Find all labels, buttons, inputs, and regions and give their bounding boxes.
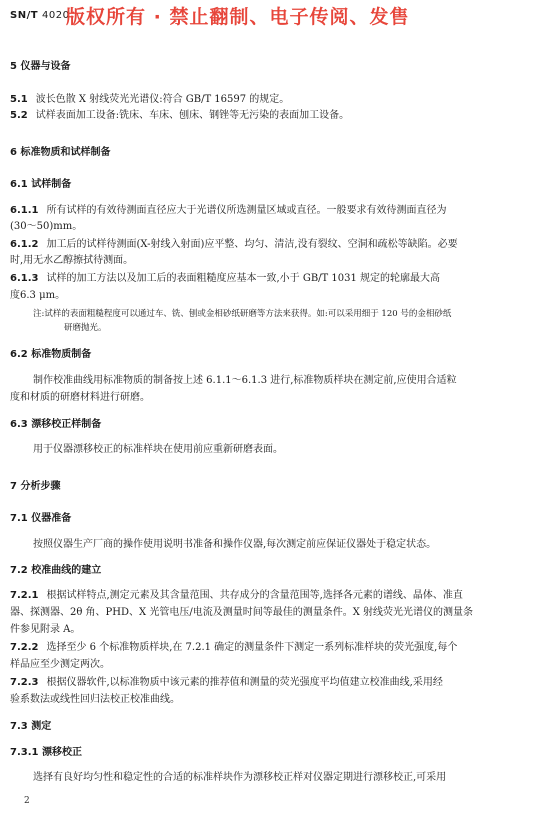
paragraph-6-1-3-cont: 度6.3 μm。 — [10, 290, 66, 301]
section-7-3-heading: 7.3 测定 — [10, 721, 52, 732]
section-7-1-heading: 7.1 仪器准备 — [10, 513, 72, 524]
section-7-2-heading: 7.2 校准曲线的建立 — [10, 565, 102, 576]
standard-number: 4020 — [42, 10, 70, 21]
paragraph-6-1-3: 6.1.3 试样的加工方法以及加工后的表面粗糙度应基本一致,小于 GB/T 1031 规定的轮廓最大高 — [10, 273, 441, 284]
paragraph-6-3: 用于仪器漂移校正的标准样块在使用前应重新研磨表面。 — [33, 444, 283, 455]
paragraph-7-1: 按照仪器生产厂商的操作使用说明书准备和操作仪器,每次测定前应保证仪器处于稳定状态。 — [33, 539, 437, 550]
paragraph-6-1-2: 6.1.2 加工后的试样待测面(X-射线入射面)应平整、均匀、清洁,没有裂纹、空洞和疏松等缺陷。必要 — [10, 239, 458, 250]
paragraph-7-2-1-cont-1: 器、探测器、2θ 角、PHD、X 光管电压/电流及测量时间等最佳的测量条件。X 射线荧光光谱仪的测量条 — [10, 607, 473, 618]
section-6-2-heading: 6.2 标准物质制备 — [10, 349, 92, 360]
paragraph-5-2: 5.2 试样表面加工设备:铣床、车床、刨床、钢锉等无污染的表面加工设备。 — [10, 110, 350, 121]
section-6-3-heading: 6.3 漂移校正样制备 — [10, 419, 102, 430]
section-6-1-heading: 6.1 试样制备 — [10, 179, 72, 190]
paragraph-6-2-cont: 度和材质的研磨材料进行研磨。 — [10, 392, 150, 403]
copyright-watermark: 版权所有 · 禁止翻制、电子传阅、发售 — [66, 6, 410, 28]
paragraph-6-2: 制作校准曲线用标准物质的制备按上述 6.1.1～6.1.3 进行,标准物质样块在测定前,应使用合适粒 — [33, 375, 457, 386]
page-number: 2 — [24, 796, 30, 806]
section-6-heading: 6 标准物质和试样制备 — [10, 147, 111, 158]
paragraph-7-2-2-cont: 样品应至少测定两次。 — [10, 659, 110, 670]
paragraph-7-2-3-cont: 验系数法或线性回归法校正校准曲线。 — [10, 694, 180, 705]
note-line-1: 注:试样的表面粗糙程度可以通过车、铣、刨或金相砂纸研磨等方法来获得。如:可以采用细于 120 号的金相砂纸 — [33, 309, 452, 319]
paragraph-5-1: 5.1 波长色散 X 射线荧光光谱仪:符合 GB/T 16597 的规定。 — [10, 94, 290, 105]
section-5-heading: 5 仪器与设备 — [10, 61, 71, 72]
section-7-3-1-heading: 7.3.1 漂移校正 — [10, 747, 82, 758]
paragraph-6-1-2-cont: 时,用无水乙醇擦拭待测面。 — [10, 255, 134, 266]
paragraph-7-2-1: 7.2.1 根据试样特点,测定元素及其含量范围、共存成分的含量范围等,选择各元素的谱线、晶体、准直 — [10, 590, 463, 601]
paragraph-7-2-3: 7.2.3 根据仪器软件,以标准物质中该元素的推荐值和测量的荧光强度平均值建立校准曲线,采用经 — [10, 677, 443, 688]
paragraph-7-2-2: 7.2.2 选择至少 6 个标准物质样块,在 7.2.1 确定的测量条件下测定一系列标准样块的荧光强度,每个 — [10, 642, 458, 653]
page-header — [10, 10, 70, 21]
note-line-2: 研磨抛光。 — [64, 323, 107, 333]
paragraph-6-1-1: 6.1.1 所有试样的有效待测面直径应大于光谱仪所选测量区域或直径。一般要求有效待测面直径为 — [10, 205, 447, 216]
standard-code: SN/T — [10, 10, 39, 21]
paragraph-6-1-1-cont: (30～50)mm。 — [10, 221, 83, 232]
paragraph-7-3-1: 选择有良好均匀性和稳定性的合适的标准样块作为漂移校正样对仪器定期进行漂移校正,可采用 — [33, 772, 447, 783]
section-7-heading: 7 分析步骤 — [10, 481, 61, 492]
paragraph-7-2-1-cont-2: 件参见附录 A。 — [10, 624, 81, 635]
